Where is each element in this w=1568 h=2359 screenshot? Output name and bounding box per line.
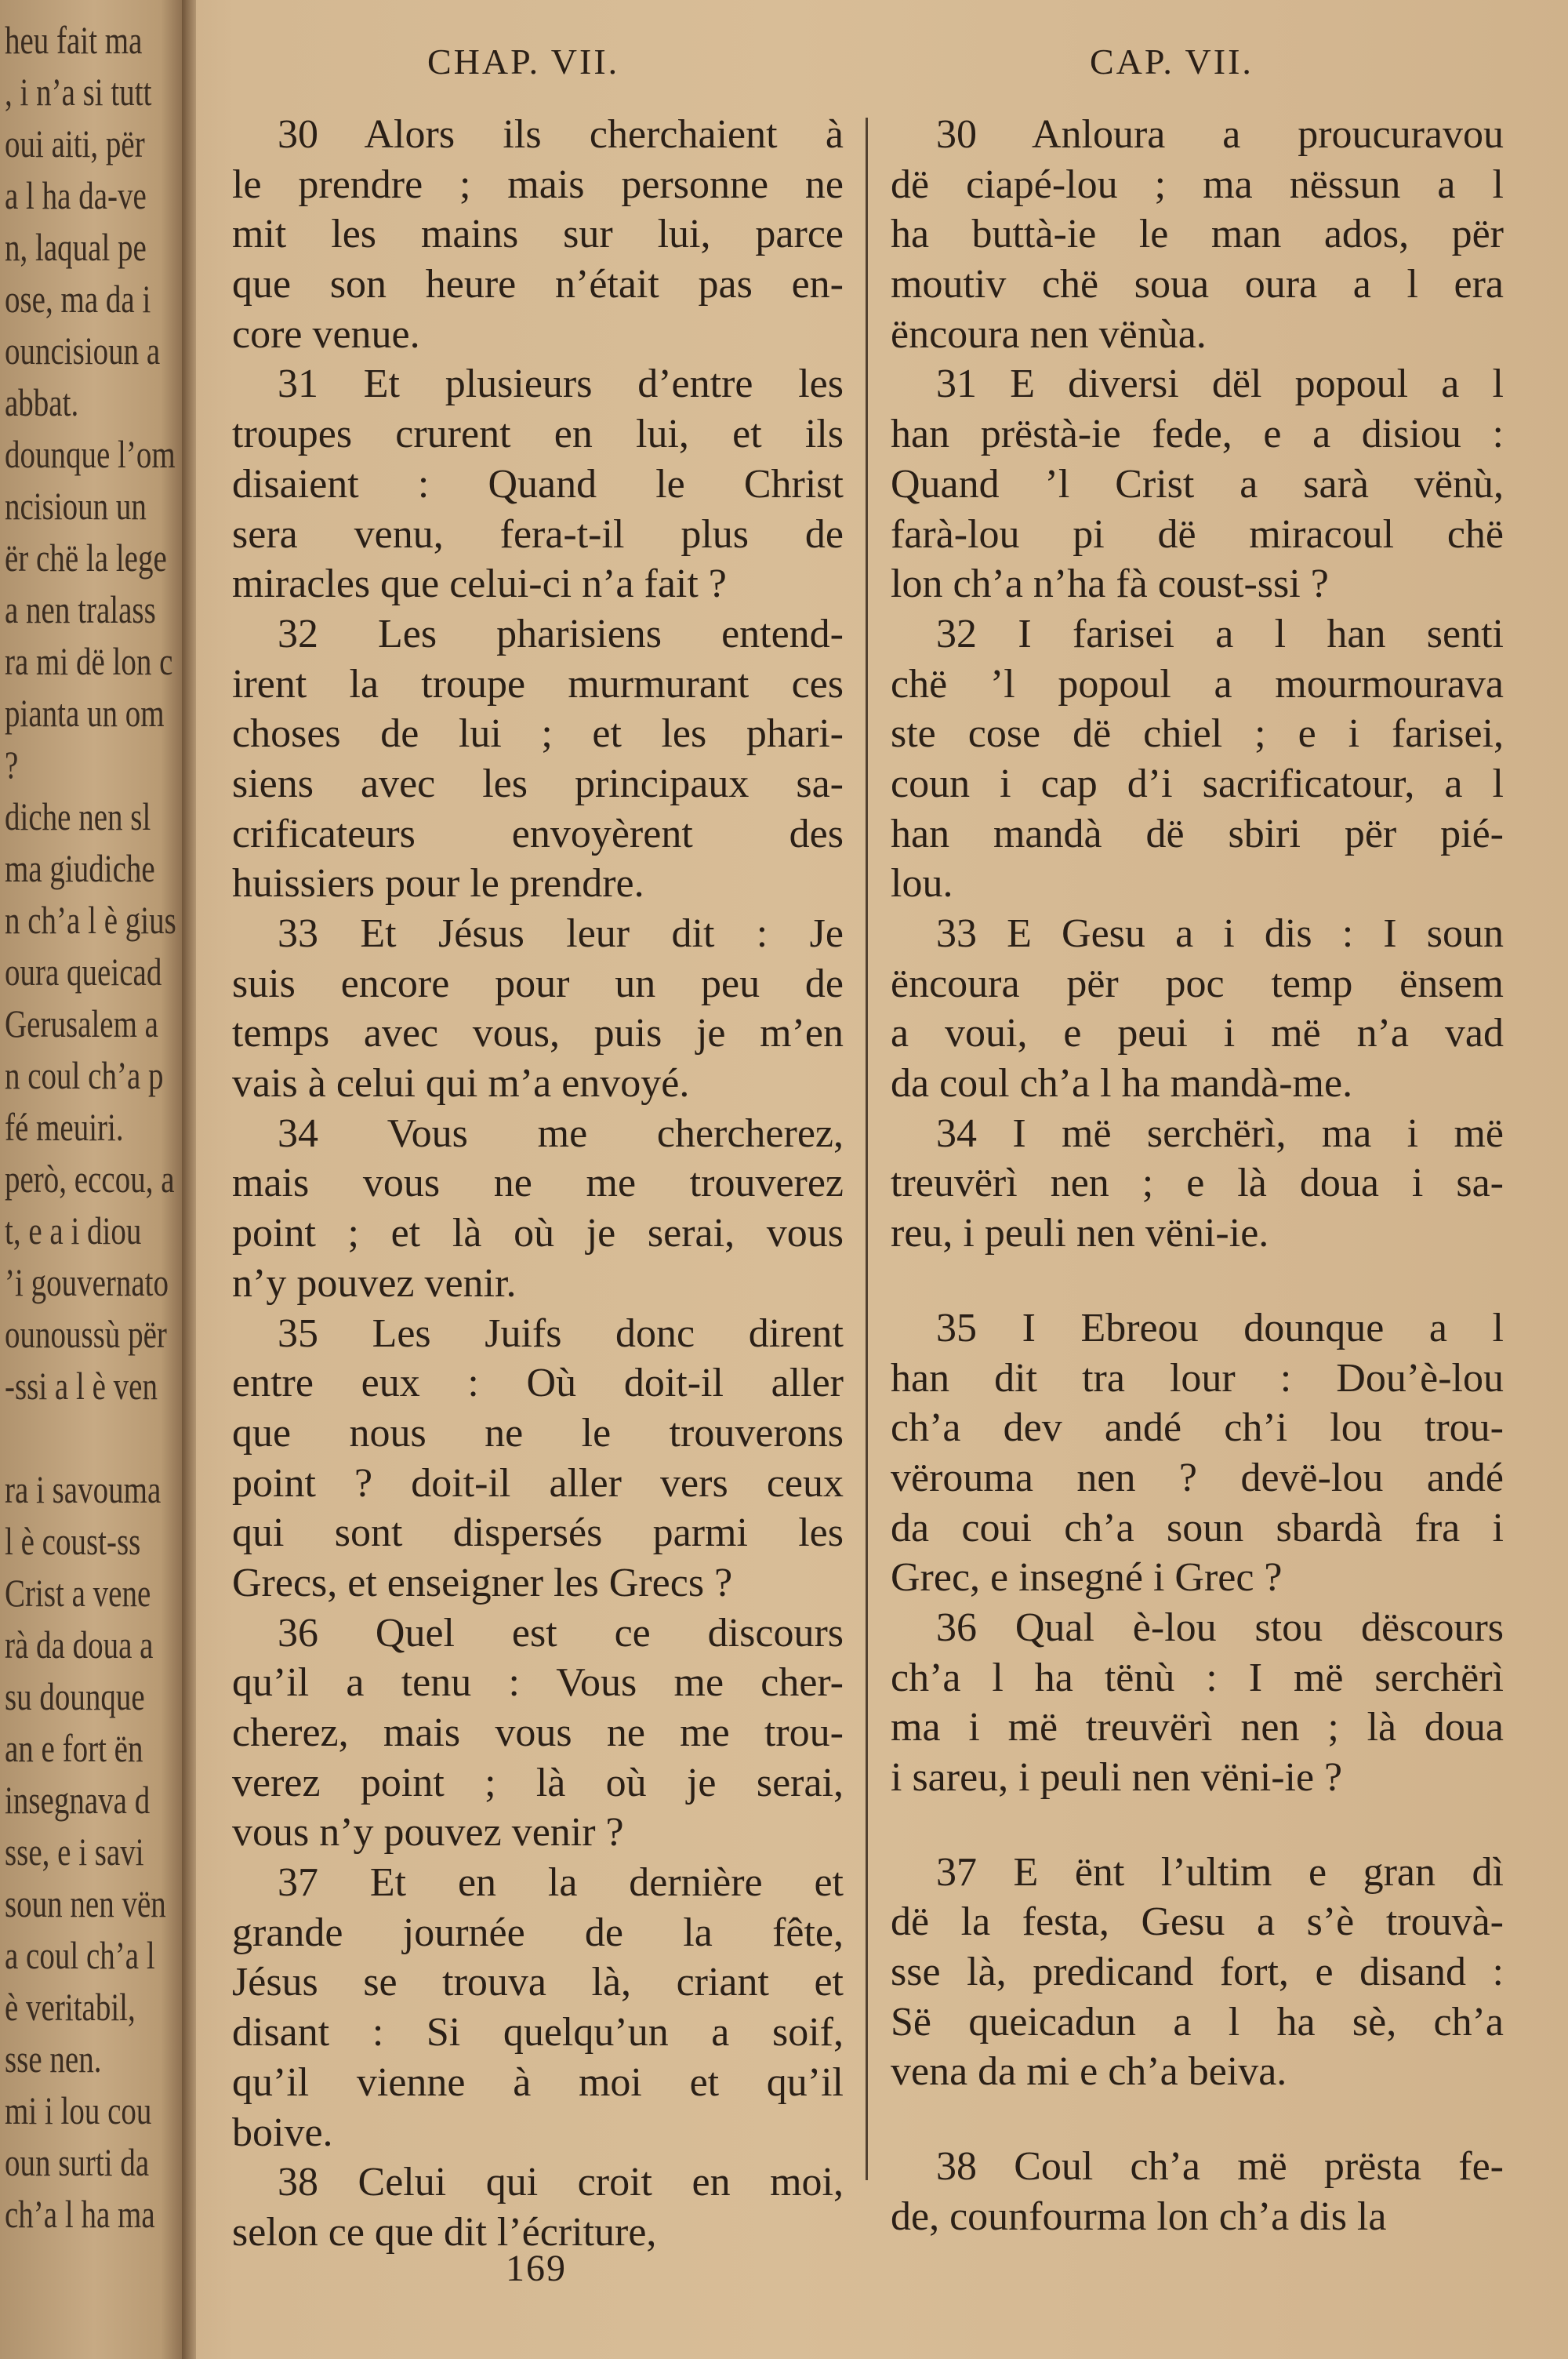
facing-page-text: su dounque — [5, 1674, 145, 1718]
piedmontese-line: ste cose dë chiel ; e i farisei, — [891, 711, 1504, 757]
french-line: 33 Et Jésus leur dit : Je — [278, 911, 844, 956]
french-line: qu’il a tenu : Vous me cher- — [232, 1660, 844, 1706]
piedmontese-line: han prëstà-ie fede, e a disiou : — [891, 412, 1504, 457]
piedmontese-line: 31 E diversi dël popoul a l — [936, 362, 1504, 407]
french-line: le prendre ; mais personne ne — [232, 162, 844, 207]
french-line: point ; et là où je serai, vous — [232, 1211, 844, 1256]
piedmontese-line: lon ch’a n’ha fà coust-ssi ? — [891, 562, 1329, 607]
facing-page-text: sse nen. — [5, 2037, 102, 2081]
french-line: mit les mains sur lui, parce — [232, 212, 844, 257]
french-line: 35 Les Juifs donc dirent — [278, 1310, 844, 1356]
french-column — [232, 110, 844, 2258]
piedmontese-line: vërouma nen ? devë-lou andé — [891, 1455, 1504, 1500]
facing-page-text: dounque l’om — [5, 432, 176, 476]
facing-page-text: t, e a i diou — [5, 1209, 142, 1252]
facing-page-text: oura queicad — [5, 950, 162, 994]
facing-page-text: abbat. — [5, 380, 79, 424]
french-line: point ? doit-il aller vers ceux — [232, 1460, 844, 1506]
facing-page-text: oui aiti, për — [5, 122, 145, 165]
facing-page-text: ma giudiche — [5, 846, 155, 890]
french-line: vais à celui qui m’a envoyé. — [232, 1061, 690, 1107]
facing-page-text: heu fait ma — [5, 18, 143, 62]
piedmontese-line: de, counfourma lon ch’a dis la — [891, 2194, 1387, 2239]
facing-page-text: ? — [5, 743, 19, 787]
french-line: huissiers pour le prendre. — [232, 861, 644, 907]
french-line: 31 Et plusieurs d’entre les — [278, 362, 844, 407]
piedmontese-line: ëncoura nen vënùa. — [891, 311, 1207, 357]
french-line: verez point ; là où je serai, — [232, 1760, 844, 1805]
french-line: Jésus se trouva là, criant et — [232, 1960, 844, 2005]
piedmontese-line: farà-lou pi dë miracoul chë — [891, 511, 1504, 557]
french-line: que nous ne le trouverons — [232, 1410, 844, 1456]
page-number: 169 — [506, 2248, 567, 2289]
piedmontese-column — [891, 110, 1504, 2242]
facing-page-text: l è coust-ss — [5, 1519, 141, 1563]
facing-page-text: ra mi dë lon c — [5, 639, 173, 683]
facing-page-text: , i n’a si tutt — [5, 70, 152, 114]
piedmontese-line: han dit tra lour : Dou’è-lou — [891, 1355, 1504, 1401]
french-line: 32 Les pharisiens entend- — [278, 611, 844, 656]
french-line: choses de lui ; et les phari- — [232, 711, 844, 757]
french-line: 36 Quel est ce discours — [278, 1610, 844, 1656]
piedmontese-line: 30 Anloura a proucuravou — [936, 112, 1504, 157]
facing-page-text: ër chë la lege — [5, 536, 167, 580]
running-head-piedmontese: CAP. VII. — [1090, 42, 1254, 82]
facing-page-text: n coul ch’a p — [5, 1053, 164, 1097]
piedmontese-line — [891, 1803, 1504, 1848]
piedmontese-line: dë la festa, Gesu a s’è trouvà- — [891, 1899, 1504, 1945]
piedmontese-line — [891, 2097, 1504, 2142]
french-line: suis encore pour un peu de — [232, 961, 844, 1006]
french-line: miracles que celui-ci n’a fait ? — [232, 562, 727, 607]
piedmontese-line: 37 E ënt l’ultim e gran dì — [936, 1849, 1504, 1895]
piedmontese-line: coun i cap d’i sacrificatour, a l — [891, 761, 1504, 806]
french-line: 37 Et en la dernière et — [278, 1860, 844, 1906]
french-line: entre eux : Où doit-il aller — [232, 1361, 844, 1406]
piedmontese-line: reu, i peuli nen vëni-ie. — [891, 1211, 1269, 1256]
facing-page-text: Crist a vene — [5, 1571, 151, 1615]
french-line: vous n’y pouvez venir ? — [232, 1810, 624, 1856]
french-line: mais vous ne me trouverez — [232, 1161, 844, 1206]
facing-page-text: n ch’a l è gius — [5, 898, 176, 942]
french-line: disaient : Quand le Christ — [232, 461, 844, 507]
piedmontese-line: moutiv chë soua oura a l era — [891, 262, 1504, 307]
french-line: sera venu, fera-t-il plus de — [232, 511, 844, 557]
facing-page-text: -ssi a l è ven — [5, 1364, 158, 1408]
facing-page-text: soun nen vën — [5, 1881, 166, 1925]
french-line: siens avec les principaux sa- — [232, 761, 844, 806]
french-line: n’y pouvez venir. — [232, 1260, 517, 1306]
piedmontese-line: treuvërì nen ; e là doua i sa- — [891, 1161, 1504, 1206]
facing-page-text: ’i gouvernato — [5, 1260, 169, 1304]
facing-page-text: an e fort ën — [5, 1726, 143, 1770]
piedmontese-line: lou. — [891, 861, 953, 907]
french-line: core venue. — [232, 311, 420, 357]
facing-page-text: diche nen sl — [5, 794, 151, 838]
french-line: que son heure n’était pas en- — [232, 262, 844, 307]
piedmontese-line: ch’a l ha tënù : I më serchërì — [891, 1655, 1504, 1700]
piedmontese-line: 38 Coul ch’a më prësta fe- — [936, 2144, 1504, 2190]
facing-page-text: ounoussù për — [5, 1312, 167, 1356]
facing-page-text: sse, e i savi — [5, 1830, 144, 1874]
french-line: troupes crurent en lui, et ils — [232, 412, 844, 457]
facing-page-edge — [0, 0, 182, 2359]
piedmontese-line: ha buttà-ie le man ados, për — [891, 212, 1504, 257]
piedmontese-line: han mandà dë sbiri për pié- — [891, 811, 1504, 856]
french-line: temps avec vous, puis je m’en — [232, 1011, 844, 1056]
facing-page-text: Gerusalem a — [5, 1001, 158, 1045]
facing-page-text: è veritabil, — [5, 1985, 136, 2029]
piedmontese-line: da coul ch’a l ha mandà-me. — [891, 1061, 1353, 1107]
facing-page-text: rà da doua a — [5, 1623, 154, 1667]
facing-page-text: ra i savouma — [5, 1467, 162, 1511]
piedmontese-line: i sareu, i peuli nen vëni-ie ? — [891, 1755, 1343, 1800]
french-line: 38 Celui qui croit en moi, — [278, 2160, 844, 2205]
facing-page-text: ch’a l ha ma — [5, 2192, 155, 2236]
piedmontese-line: Grec, e insegné i Grec ? — [891, 1555, 1283, 1601]
french-line: Grecs, et enseigner les Grecs ? — [232, 1560, 733, 1605]
column-divider — [866, 118, 868, 2180]
french-line: cherez, mais vous ne me trou- — [232, 1710, 844, 1755]
french-line: grande journée de la fête, — [232, 1910, 844, 1955]
french-line: 30 Alors ils cherchaient à — [278, 112, 844, 157]
facing-page-text: n, laqual pe — [5, 225, 147, 269]
piedmontese-line: 34 I më serchërì, ma i më — [936, 1110, 1504, 1156]
piedmontese-line: 35 I Ebreou dounque a l — [936, 1305, 1504, 1350]
facing-page-text: mi i lou cou — [5, 2088, 152, 2132]
facing-page-text: a nen tralass — [5, 587, 156, 631]
piedmontese-line: chë ’l popoul a mourmourava — [891, 661, 1504, 707]
french-line: 34 Vous me chercherez, — [278, 1110, 844, 1156]
facing-page-text: fé meuiri. — [5, 1105, 124, 1149]
french-line: selon ce que dit l’écriture, — [232, 2209, 657, 2255]
piedmontese-line: da coui ch’a soun sbardà fra i — [891, 1505, 1504, 1550]
french-line: disant : Si quelqu’un a soif, — [232, 2010, 844, 2055]
piedmontese-line: Quand ’l Crist a sarà vënù, — [891, 461, 1504, 507]
french-line: qui sont dispersés parmi les — [232, 1510, 844, 1556]
piedmontese-line: dë ciapé-lou ; ma nëssun a l — [891, 162, 1504, 207]
facing-page-text: insegnava d — [5, 1778, 151, 1822]
facing-page-text: ncisioun un — [5, 484, 147, 528]
piedmontese-line — [891, 1259, 1504, 1303]
facing-page-text: ouncisioun a — [5, 329, 161, 373]
facing-page-text: oun surti da — [5, 2140, 150, 2184]
piedmontese-line: vena da mi e ch’a beiva. — [891, 2049, 1287, 2095]
piedmontese-line: ëncoura për poc temp ënsem — [891, 961, 1504, 1006]
piedmontese-line: 33 E Gesu a i dis : I soun — [936, 911, 1504, 956]
running-head-french: CHAP. VII. — [427, 42, 620, 82]
facing-page-text: ose, ma da i — [5, 277, 151, 321]
piedmontese-line: 36 Qual è-lou stou dëscours — [936, 1605, 1504, 1650]
french-line: boive. — [232, 2110, 333, 2155]
french-line: irent la troupe murmurant ces — [232, 661, 844, 707]
book-gutter — [182, 0, 196, 2359]
piedmontese-line: ma i më treuvërì nen ; là doua — [891, 1705, 1504, 1750]
facing-page-text: però, eccou, a — [5, 1157, 175, 1201]
facing-page-text: a coul ch’a l — [5, 1933, 155, 1977]
french-line: crificateurs envoyèrent des — [232, 811, 844, 856]
piedmontese-line: a voui, e peui i më n’a vad — [891, 1011, 1504, 1056]
french-line: qu’il vienne à moi et qu’il — [232, 2059, 844, 2105]
facing-page-text: a l ha da-ve — [5, 173, 147, 217]
piedmontese-line: sse là, predicand fort, e disand : — [891, 1950, 1504, 1995]
piedmontese-line: ch’a dev andé ch’i lou trou- — [891, 1405, 1504, 1451]
facing-page-text: pianta un om — [5, 691, 165, 735]
piedmontese-line: Së queicadun a l ha sè, ch’a — [891, 1999, 1504, 2045]
piedmontese-line: 32 I farisei a l han senti — [936, 611, 1504, 656]
